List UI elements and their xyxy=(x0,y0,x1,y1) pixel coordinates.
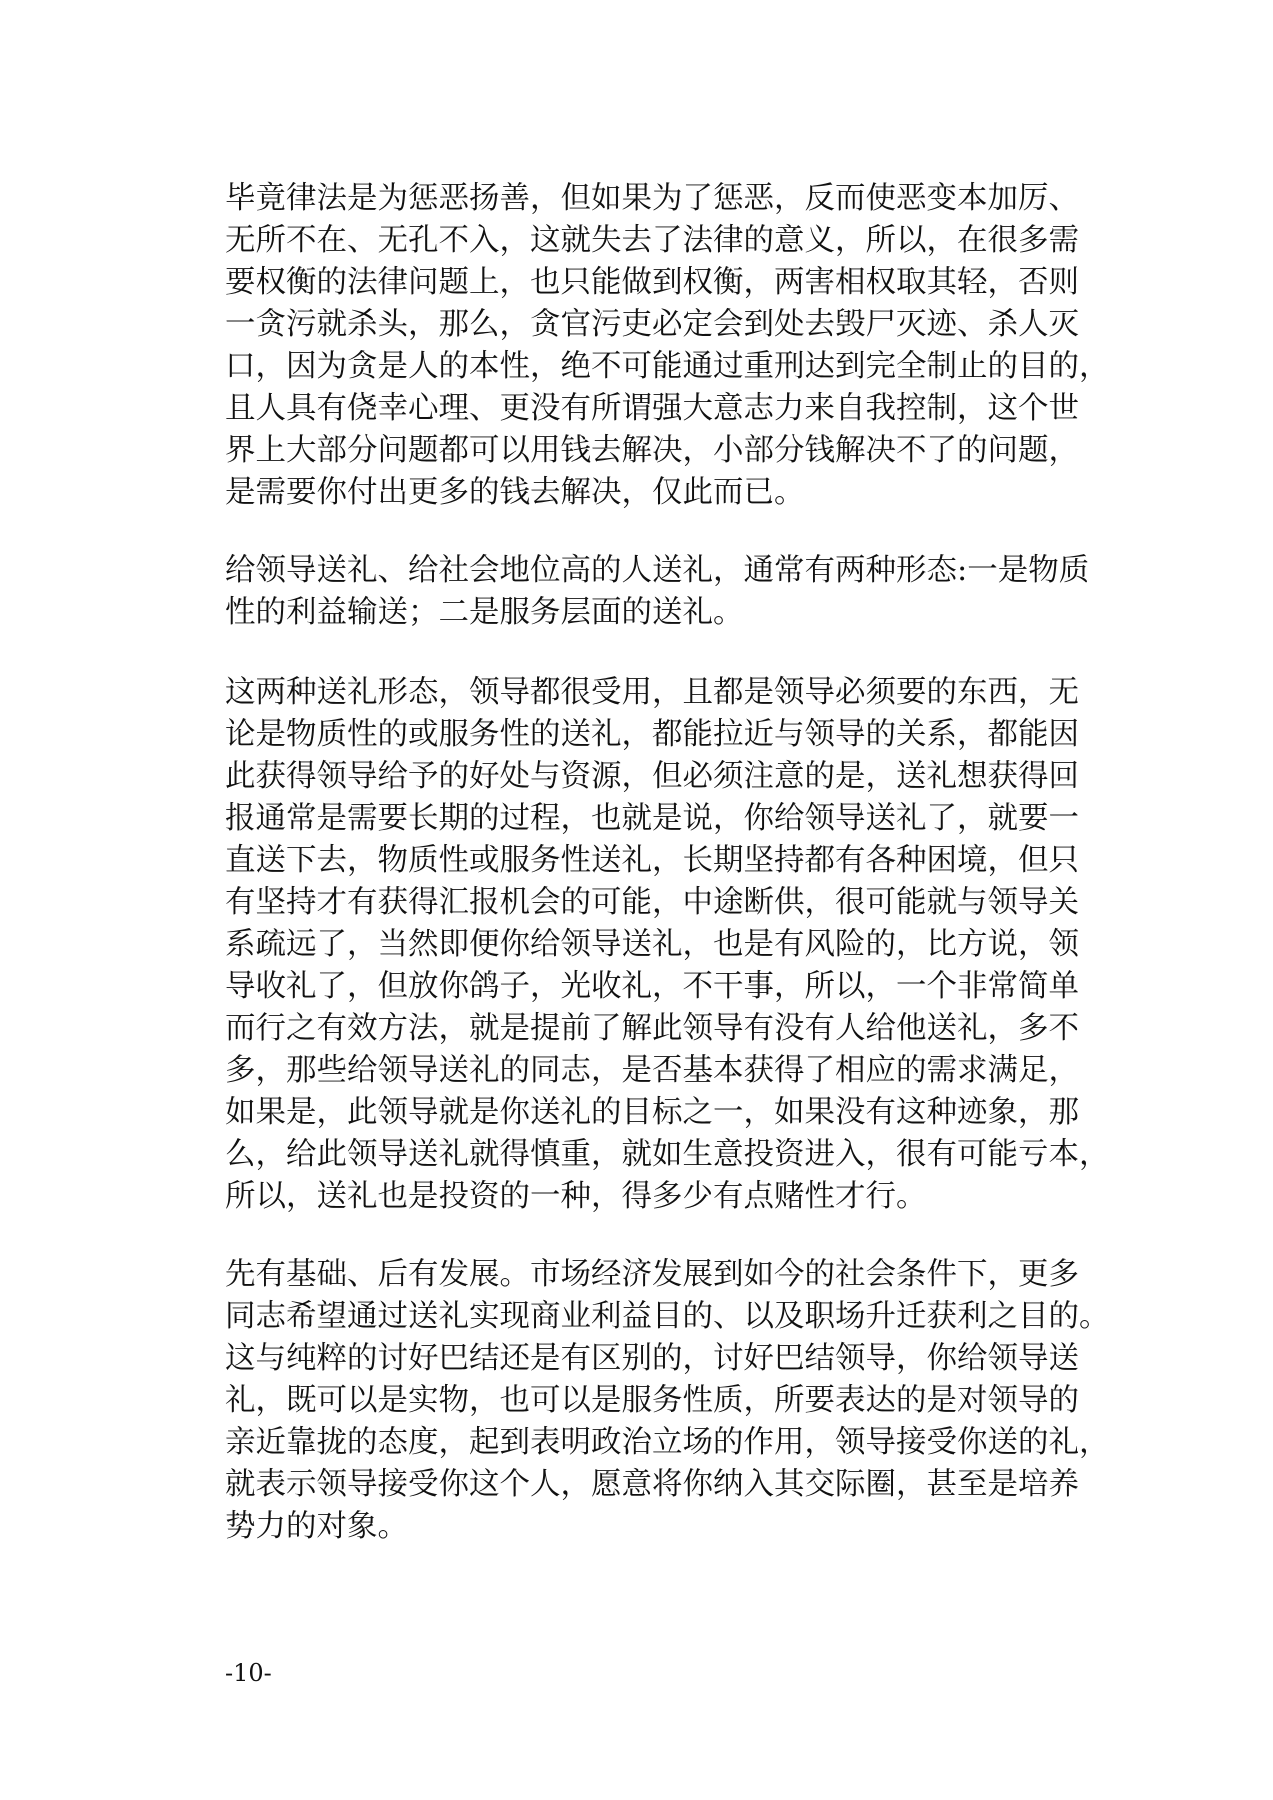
text-line: 这与纯粹的讨好巴结还是有区别的，讨好巴结领导，你给领导送 xyxy=(225,1341,1079,1376)
text-line: 就表示领导接受你这个人，愿意将你纳入其交际圈，甚至是培养 xyxy=(225,1467,1079,1502)
paragraph-2 xyxy=(225,550,1090,634)
text-line: 多，那些给领导送礼的同志，是否基本获得了相应的需求满足， xyxy=(225,1053,1079,1088)
text-line: 先有基础、后有发展。市场经济发展到如今的社会条件下，更多 xyxy=(225,1257,1079,1292)
text-line: 亲近靠拢的态度，起到表明政治立场的作用，领导接受你送的礼， xyxy=(225,1425,1110,1460)
text-line: 毕竟律法是为惩恶扬善，但如果为了惩恶，反而使恶变本加厉、 xyxy=(225,181,1079,216)
text-line: 无所不在、无孔不入，这就失去了法律的意义，所以，在很多需 xyxy=(225,223,1079,258)
text-line: 口，因为贪是人的本性，绝不可能通过重刑达到完全制止的目的， xyxy=(225,349,1110,384)
paragraph-1 xyxy=(225,178,1110,514)
text-line: 系疏远了，当然即便你给领导送礼，也是有风险的，比方说，领 xyxy=(225,927,1079,962)
text-line: 势力的对象。 xyxy=(225,1509,408,1544)
paragraph-3 xyxy=(225,672,1110,1218)
text-line: 一贪污就杀头，那么，贪官污吏必定会到处去毁尸灭迹、杀人灭 xyxy=(225,307,1079,342)
text-line: 这两种送礼形态，领导都很受用，且都是领导必须要的东西，无 xyxy=(225,675,1079,710)
paragraph-4 xyxy=(225,1254,1110,1548)
text-line: 要权衡的法律问题上，也只能做到权衡，两害相权取其轻，否则 xyxy=(225,265,1079,300)
text-line: 界上大部分问题都可以用钱去解决，小部分钱解决不了的问题， xyxy=(225,433,1079,468)
text-line: 是需要你付出更多的钱去解决，仅此而已。 xyxy=(225,475,805,510)
text-line: 如果是，此领导就是你送礼的目标之一，如果没有这种迹象，那 xyxy=(225,1095,1079,1130)
text-line: 所以，送礼也是投资的一种，得多少有点赌性才行。 xyxy=(225,1179,927,1214)
text-line: 而行之有效方法，就是提前了解此领导有没有人给他送礼，多不 xyxy=(225,1011,1079,1046)
text-line: 论是物质性的或服务性的送礼，都能拉近与领导的关系，都能因 xyxy=(225,717,1079,752)
text-line: 导收礼了，但放你鸽子，光收礼，不干事，所以，一个非常简单 xyxy=(225,969,1079,1004)
text-line: 同志希望通过送礼实现商业利益目的、以及职场升迁获利之目的。 xyxy=(225,1299,1110,1334)
text-line: 有坚持才有获得汇报机会的可能，中途断供，很可能就与领导关 xyxy=(225,885,1079,920)
text-line: 直送下去，物质性或服务性送礼，长期坚持都有各种困境，但只 xyxy=(225,843,1079,878)
text-line: 此获得领导给予的好处与资源，但必须注意的是，送礼想获得回 xyxy=(225,759,1079,794)
page-number: -10- xyxy=(225,1659,272,1687)
text-line: 给领导送礼、给社会地位高的人送礼，通常有两种形态:一是物质 xyxy=(225,553,1090,588)
text-line: 且人具有侥幸心理、更没有所谓强大意志力来自我控制，这个世 xyxy=(225,391,1079,426)
text-line: 礼，既可以是实物，也可以是服务性质，所要表达的是对领导的 xyxy=(225,1383,1079,1418)
text-line: 报通常是需要长期的过程，也就是说，你给领导送礼了，就要一 xyxy=(225,801,1079,836)
text-line: 么，给此领导送礼就得慎重，就如生意投资进入，很有可能亏本， xyxy=(225,1137,1110,1172)
text-line: 性的利益输送；二是服务层面的送礼。 xyxy=(225,595,744,630)
